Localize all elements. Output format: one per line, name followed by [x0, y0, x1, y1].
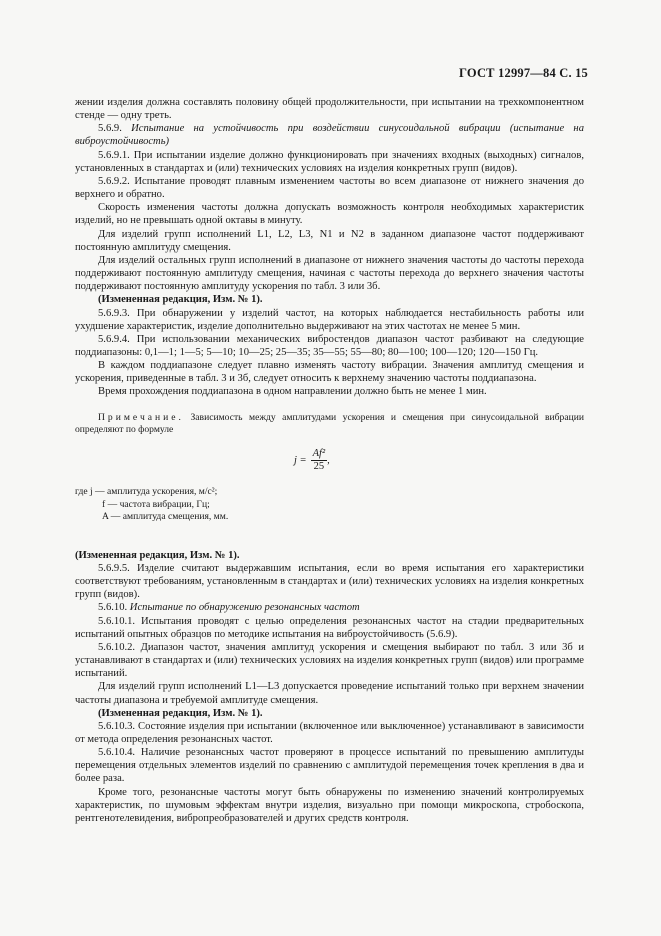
formula-tail: ,	[327, 454, 330, 466]
paragraph: 5.6.9.1. При испытании изделие должно функционировать при значениях входных (выходных) сигналов, установленных в стандартах и (или) технических условиях на изделия конкретных групп (видов).	[75, 149, 584, 174]
formula	[75, 448, 584, 474]
legend-item: A — амплитуда смещения, мм.	[102, 511, 229, 523]
paragraph: 5.6.9.2. Испытание проводят плавным изменением частоты во всем диапазоне от нижнего значения до верхнего и обратно.	[75, 175, 584, 201]
paragraph: 5.6.10.4. Наличие резонансных частот проверяют в процессе испытаний по превышению амплитуды перемещения отдельных элементов изделий по сравнению с амплитудой перемещения точек крепления в два и более раза.	[75, 747, 584, 785]
paragraph: Скорость изменения частоты должна допускать возможность контроля необходимых характеристик изделий, но не превышать одной октавы в минуту.	[75, 202, 584, 227]
section-number: 5.6.9.	[98, 123, 122, 135]
paragraph: 5.6.10.1. Испытания проводят с целью определения резонансных частот на стадии предварительных испытаний опытных образцов по методике испытания на виброустойчивость (5.6.9).	[75, 615, 584, 640]
paragraph: Для изделий групп исполнений L1—L3 допускается проведение испытаний только при верхнем значении частоты диапазона и требуемой амплитуде смещения.	[75, 681, 584, 706]
paragraph: 5.6.9.5. Изделие считают выдержавшим испытания, если во время испытания его характеристики соответствуют требованиям, установленным в стандартах и (или) технических условиях на изделия конкретных групп (видов).	[75, 562, 584, 601]
page-header: ГОСТ 12997—84 С. 15	[459, 66, 588, 80]
note-text: Зависимость между амплитудами ускорения и смещения при синусоидальной вибрации определяют по формуле	[75, 411, 584, 435]
section-number: 5.6.10.	[98, 602, 128, 614]
legend-item: где j — амплитуда ускорения, м/с²;	[75, 486, 218, 497]
note	[75, 412, 584, 436]
paragraph: жении изделия должна составлять половину общей продолжительности, при испытании на трехкомпонентном стенде — одну треть.	[75, 97, 584, 122]
revision-note: (Измененная редакция, Изм. № 1).	[75, 549, 240, 561]
paragraph: Для изделий групп исполнений L1, L2, L3, N1 и N2 в заданном диапазоне частот поддерживают постоянную амплитуду смещения.	[75, 228, 584, 253]
formula-numerator: Af²	[312, 448, 326, 459]
formula-lhs: j =	[294, 454, 307, 466]
revision-note: (Измененная редакция, Изм. № 1).	[98, 707, 263, 719]
paragraph: 5.6.9.4. При использовании механических вибростендов диапазон частот разбивают на следующие поддиапазоны: 0,1—1; 1—5; 5—10; 10—25; 25—35; 35—55; 55—80; 80—100; 100—120; 120—150 Гц.	[75, 333, 584, 358]
revision-note: (Измененная редакция, Изм. № 1).	[98, 294, 263, 306]
paragraph: Кроме того, резонансные частоты могут быть обнаружены по изменению значений контролируемых характеристик, по шумовым эффектам внутри изделия, визуально при помощи микроскопа, стробоскопа, рентгенотелевидения, вибропреобразователей и других средств контроля.	[75, 786, 584, 824]
section-heading	[75, 122, 584, 148]
paragraph: 5.6.10.2. Диапазон частот, значения амплитуд ускорения и смещения выбирают по табл. 3 или 3б и устанавливают в стандартах и (или) технических условиях на изделия конкретных групп (видов) или программе испытаний.	[75, 641, 584, 680]
paragraph: Время прохождения поддиапазона в одном направлении должно быть не менее 1 мин.	[98, 386, 487, 398]
paragraph: 5.6.9.3. При обнаружении у изделий частот, на которых наблюдается нестабильность работы или ухудшение характеристик, изделие дополнительно выдерживают на этих частотах не менее 5 мин.	[75, 307, 584, 332]
legend-item: f — частота вибрации, Гц;	[102, 498, 210, 510]
paragraph: 5.6.10.3. Состояние изделия при испытании (включенное или выключенное) устанавливают в зависимости от метода определения резонансных частот.	[75, 720, 584, 745]
note-label: Примечание.	[98, 411, 184, 423]
document-body	[75, 96, 584, 825]
formula-denominator: 25	[313, 461, 325, 472]
section-title: Испытание по обнаружению резонансных частот	[129, 602, 360, 614]
section-heading	[75, 601, 584, 614]
paragraph: Для изделий остальных групп исполнений в диапазоне от нижнего значения частоты до частоты перехода поддерживают постоянную амплитуду смещения, начиная с частоты перехода до верхнего значения частоты поддерживают постоянную амплитуду ускорения по табл. 3 или 3б.	[75, 254, 584, 293]
formula-legend	[75, 486, 584, 524]
section-title: Испытание на устойчивость при воздействии синусоидальной вибрации (испытание на виброустойчивость)	[75, 123, 584, 148]
paragraph: В каждом поддиапазоне следует плавно изменять частоту вибрации. Значения амплитуд смещения и ускорения, приведенные в табл. 3 и 3б, следует относить к верхнему значению частоты поддиапазона.	[75, 360, 584, 385]
formula-fraction	[311, 448, 327, 473]
